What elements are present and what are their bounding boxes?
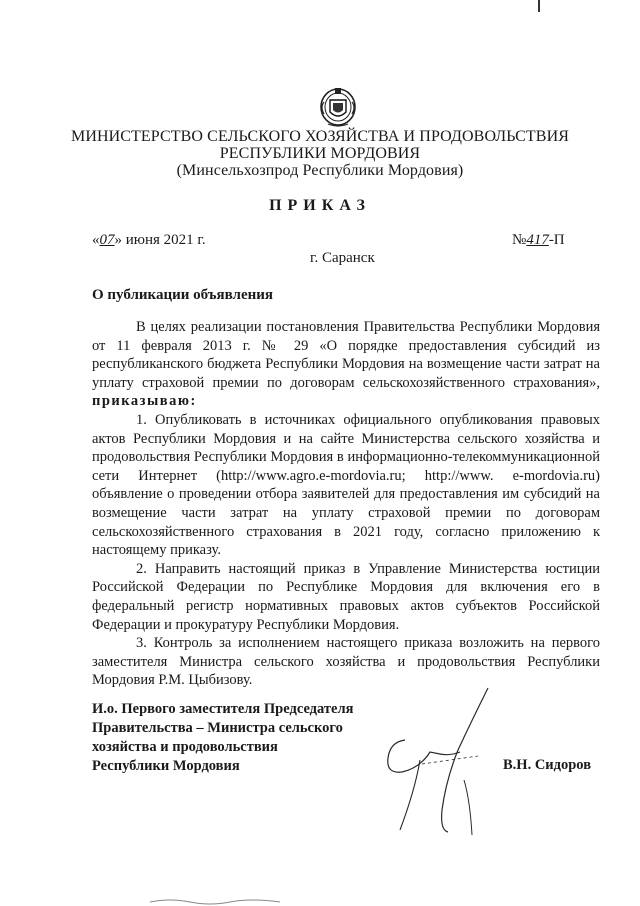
number-suffix: -П [548, 232, 565, 248]
intro-text: В целях реализации постановления Правительства Республики Мордовия от 11 февраля 2013 г. № 29 «О порядке предоставления субсидий из республиканского бюджета Республики Мордовия на возмещение части затрат на уплату страховой премии по договорам сельскохозяйственного страхования», [92, 319, 600, 391]
signer-position [92, 700, 382, 776]
document-number [512, 232, 565, 249]
scan-edge-mark [538, 0, 540, 12]
document-subject: О публикации объявления [92, 287, 274, 303]
handwritten-signature [360, 680, 510, 840]
ministry-name-line1: МИНИСТЕРСТВО СЕЛЬСКОГО ХОЗЯЙСТВА И ПРОДОВОЛЬСТВИЯ [71, 128, 569, 145]
order-item-1: 1. Опубликовать в источниках официального опубликования правовых актов Республики Мордовия и на сайте Министерства сельского хозяйства и продовольствия Республики Мордовия в информационно-телекоммуникационной сети Интернет (http://www.agro.e-mordovia.ru; http://www. e-mordovia.ru) объявление о проведении отбора заявителей для предоставления им субсидий на возмещение части затрат на уплату страховой премии по договорам сельскохозяйственного страхования в 2021 году, согласно приложению к настоящему приказу. [92, 411, 600, 559]
intro-paragraph [92, 318, 600, 411]
signer-name: В.Н. Сидоров [503, 757, 592, 773]
document-body [92, 318, 600, 690]
order-item-3: 3. Контроль за исполнением настоящего приказа возложить на первого заместителя Министра сельского хозяйства и продовольствия Республики Мордовия Р.М. Цыбизову. [92, 635, 600, 689]
signer-position-line1: И.о. Первого заместителя Председателя [92, 701, 354, 717]
date-day-handwritten: 07 [99, 232, 115, 248]
ministry-short-name: (Минсельхозпрод Республики Мордовия) [176, 162, 464, 179]
signer-position-line4: Республики Мордовия [92, 758, 240, 774]
document-city: г. Саранск [310, 250, 375, 266]
number-handwritten: 417 [526, 232, 549, 248]
signer-position-line3: хозяйства и продовольствия [92, 739, 278, 755]
document-type-title: ПРИКАЗ [269, 197, 371, 214]
coat-of-arms-emblem [316, 82, 360, 130]
document-date [92, 232, 206, 249]
signer-position-line2: Правительства – Министра сельского [92, 720, 343, 736]
ministry-name-line2: РЕСПУБЛИКИ МОРДОВИЯ [219, 145, 421, 162]
number-sign: № [512, 232, 527, 248]
order-item-2: 2. Направить настоящий приказ в Управление Министерства юстиции Российской Федерации по Республике Мордовия для включения его в федеральный регистр нормативных правовых актов субъектов Российской Федерации и прокуратуру Республики Мордовия. [92, 560, 600, 633]
date-month-year: » июня 2021 г. [114, 232, 206, 248]
date-open-quote: « [92, 232, 100, 248]
order-keyword: приказываю: [92, 393, 197, 410]
ministry-header [0, 128, 640, 179]
